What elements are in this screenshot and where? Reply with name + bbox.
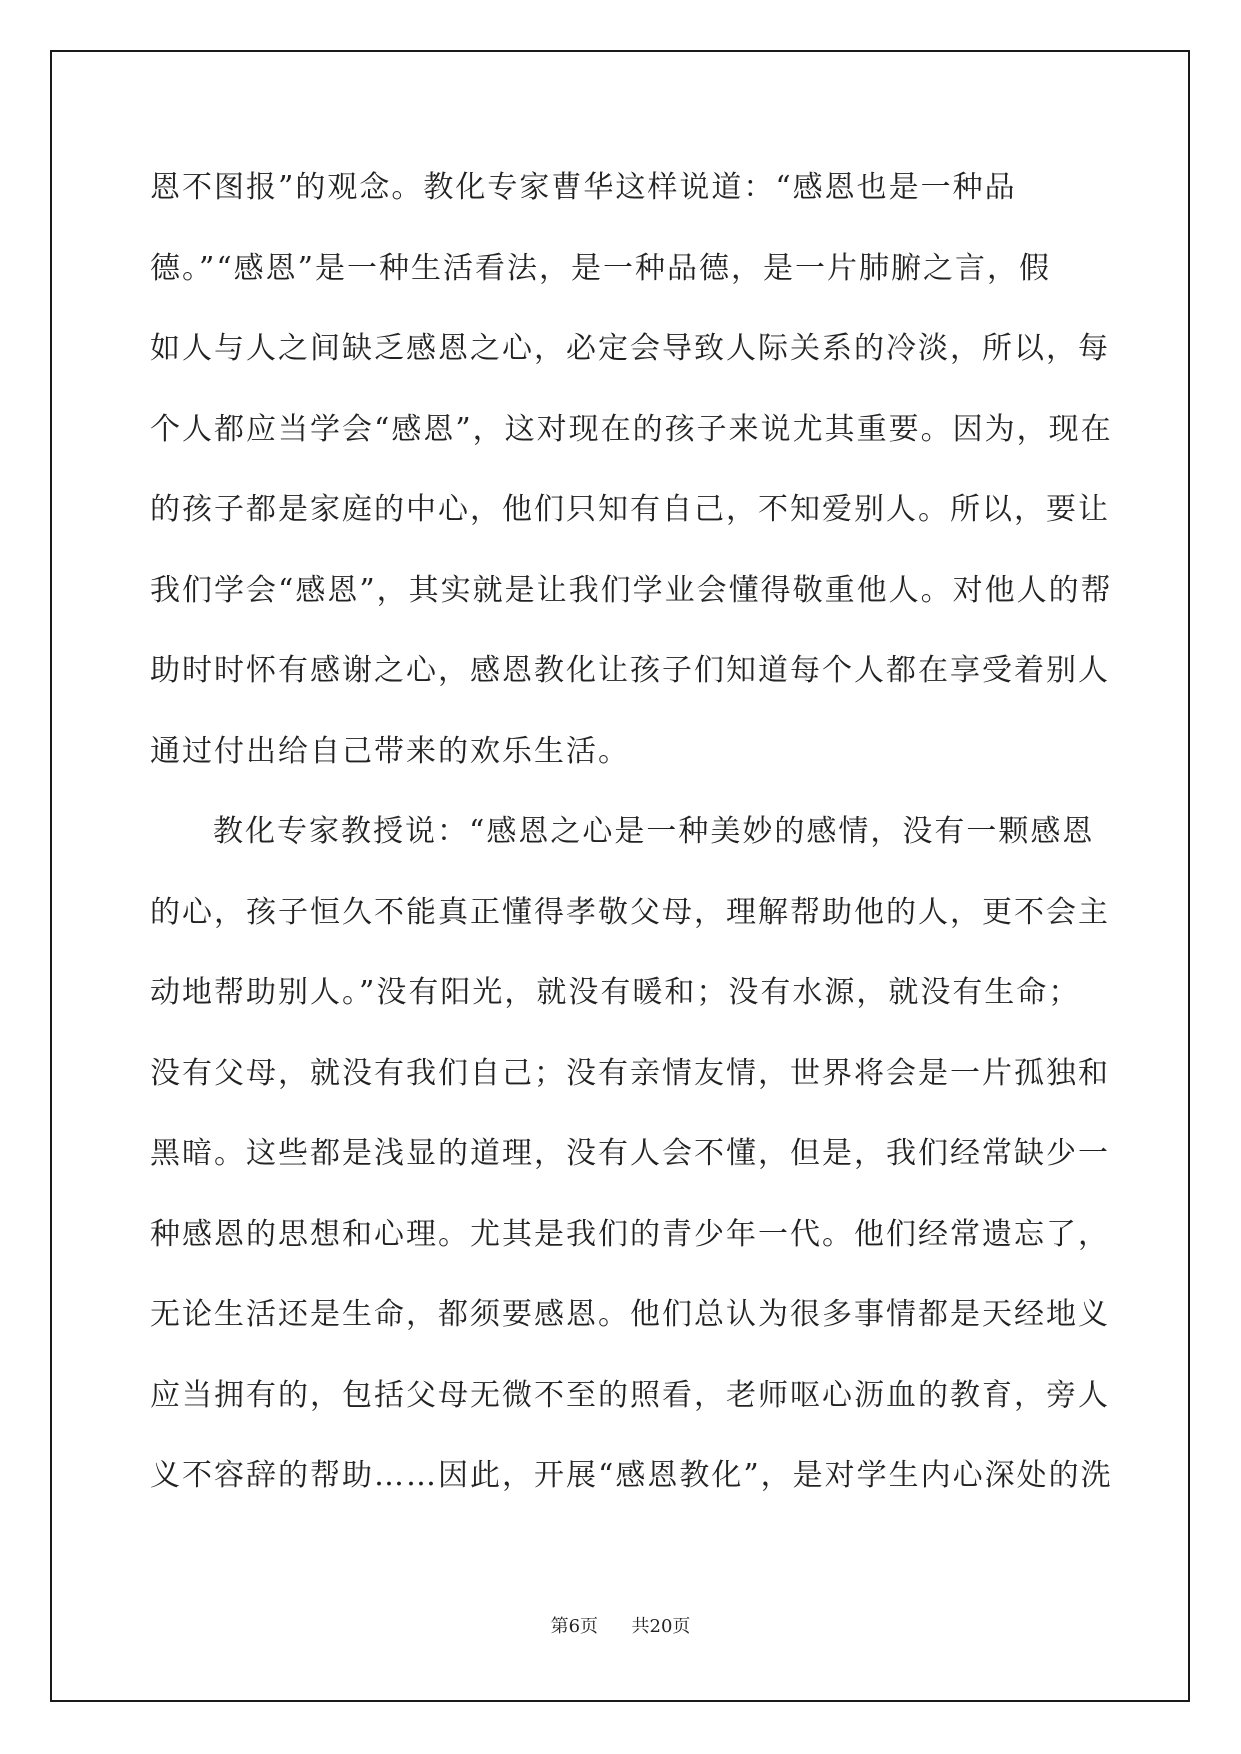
text-line: 没有父母，就没有我们自己；没有亲情友情，世界将会是一片孤独和 [150, 1055, 1110, 1091]
text-line: 动地帮助别人。”没有阳光，就没有暖和；没有水源，就没有生命； [150, 975, 1081, 1010]
page-number-total: 共20页 [631, 1616, 691, 1637]
page-number-current: 第6页 [550, 1616, 599, 1637]
text-line: 的心，孩子恒久不能真正懂得孝敬父母，理解帮助他的人，更不会主 [150, 894, 1110, 930]
text-line: 无论生活还是生命，都须要感恩。他们总认为很多事情都是天经地义 [150, 1297, 1110, 1332]
text-line: 的孩子都是家庭的中心，他们只知有自己，不知爱别人。所以，要让 [150, 492, 1110, 527]
text-line: 应当拥有的，包括父母无微不至的照看，老师呕心沥血的教育，旁人 [150, 1377, 1110, 1413]
text-line: 通过付出给自己带来的欢乐生活。 [150, 733, 630, 769]
text-line: 个人都应当学会“感恩”，这对现在的孩子来说尤其重要。因为，现在 [150, 411, 1113, 447]
text-line: 黑暗。这些都是浅显的道理，没有人会不懂，但是，我们经常缺少一 [150, 1136, 1110, 1171]
paragraph-start-line: 教化专家教授说：“感恩之心是一种美妙的感情，没有一颗感恩 [213, 814, 1095, 849]
text-line: 种感恩的思想和心理。尤其是我们的青少年一代。他们经常遗忘了， [150, 1216, 1110, 1252]
text-line: 德。”“感恩”是一种生活看法，是一种品德，是一片肺腑之言，假 [150, 250, 1052, 286]
page-footer [0, 1612, 1241, 1638]
text-line: 如人与人之间缺乏感恩之心，必定会导致人际关系的冷淡，所以，每 [150, 331, 1110, 366]
text-line: 恩不图报”的观念。教化专家曹华这样说道：“感恩也是一种品 [150, 170, 1017, 205]
text-line: 我们学会“感恩”，其实就是让我们学业会懂得敬重他人。对他人的帮 [150, 572, 1113, 608]
text-line: 助时时怀有感谢之心，感恩教化让孩子们知道每个人都在享受着别人 [150, 653, 1110, 688]
text-line: 义不容辞的帮助……因此，开展“感恩教化”，是对学生内心深处的洗 [150, 1458, 1113, 1493]
body-text [150, 148, 1113, 1517]
